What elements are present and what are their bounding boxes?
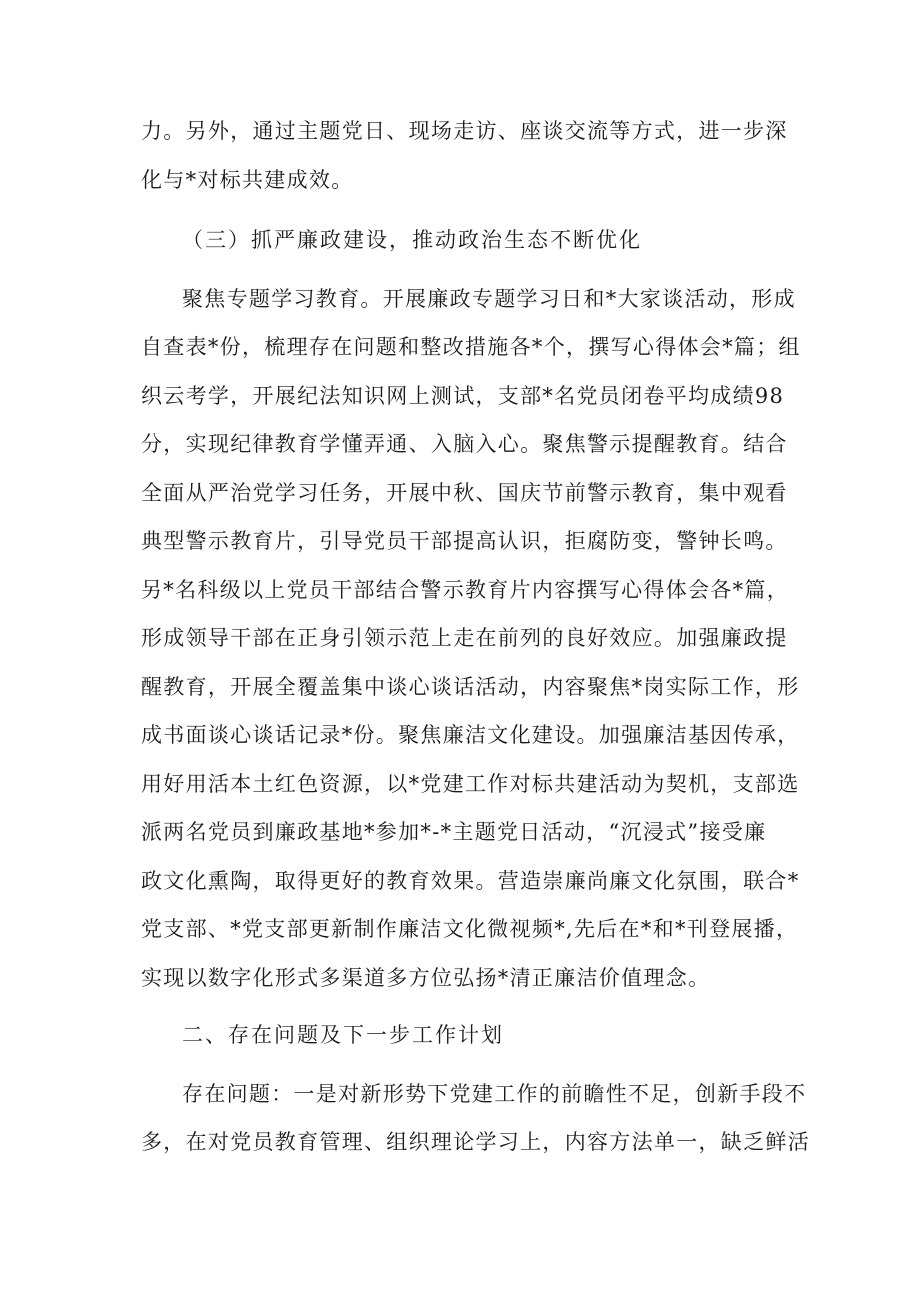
paragraph-line: 醒教育，开展全覆盖集中谈心谈话活动，内容聚焦*岗实际工作，形	[141, 675, 800, 699]
paragraph-line: 多，在对党员教育管理、组织理论学习上，内容方法单一，缺乏鲜活	[141, 1130, 810, 1154]
paragraph-line: 力。另外，通过主题党日、现场走访、座谈交流等方式，进一步深	[141, 119, 788, 143]
paragraph-line: 化与*对标共建成效。	[141, 168, 354, 192]
paragraph-line: 自查表*份，梳理存在问题和整改措施各*个，撰写心得体会*篇；组	[141, 335, 801, 359]
paragraph-line: 政文化熏陶，取得更好的教育效果。营造崇廉尚廉文化氛围，联合*	[141, 869, 800, 893]
paragraph-line: 用好用活本土红色资源，以*党建工作对标共建活动为契机，支部选	[141, 772, 800, 796]
section-heading: （三）抓严廉政建设，推动政治生态不断优化	[182, 228, 642, 252]
paragraph-line: 织云考学，开展纪法知识网上测试，支部*名党员闭卷平均成绩98	[141, 384, 785, 408]
paragraph-line: 实现以数字化形式多渠道多方位弘扬*清正廉洁价值理念。	[141, 966, 711, 990]
paragraph-line: 另*名科级以上党员干部结合警示教育片内容撰写心得体会各*篇，	[141, 578, 789, 602]
paragraph-line: 典型警示教育片，引导党员干部提高认识，拒腐防变，警钟长鸣。	[141, 529, 788, 553]
paragraph-line: 派两名党员到廉政基地*参加*-*主题党日活动，“沉浸式”接受廉	[141, 820, 767, 844]
paragraph-line: 形成领导干部在正身引领示范上走在前列的良好效应。加强廉政提	[141, 626, 788, 650]
paragraph-line: 全面从严治党学习任务，开展中秋、国庆节前警示教育，集中观看	[141, 481, 788, 505]
paragraph-line: 存在问题：一是对新形势下党建工作的前瞻性不足，创新手段不	[182, 1082, 807, 1106]
paragraph-line: 成书面谈心谈话记录*份。聚焦廉洁文化建设。加强廉洁基因传承，	[141, 723, 800, 747]
paragraph-line: 聚焦专题学习教育。开展廉政专题学习日和*大家谈活动，形成	[182, 287, 796, 311]
paragraph-line: 分，实现纪律教育学懂弄通、入脑入心。聚焦警示提醒教育。结合	[141, 432, 788, 456]
paragraph-line: 党支部、*党支部更新制作廉洁文化微视频*,先后在*和*刊登展播，	[141, 917, 799, 941]
section-heading: 二、存在问题及下一步工作计划	[182, 1023, 504, 1047]
